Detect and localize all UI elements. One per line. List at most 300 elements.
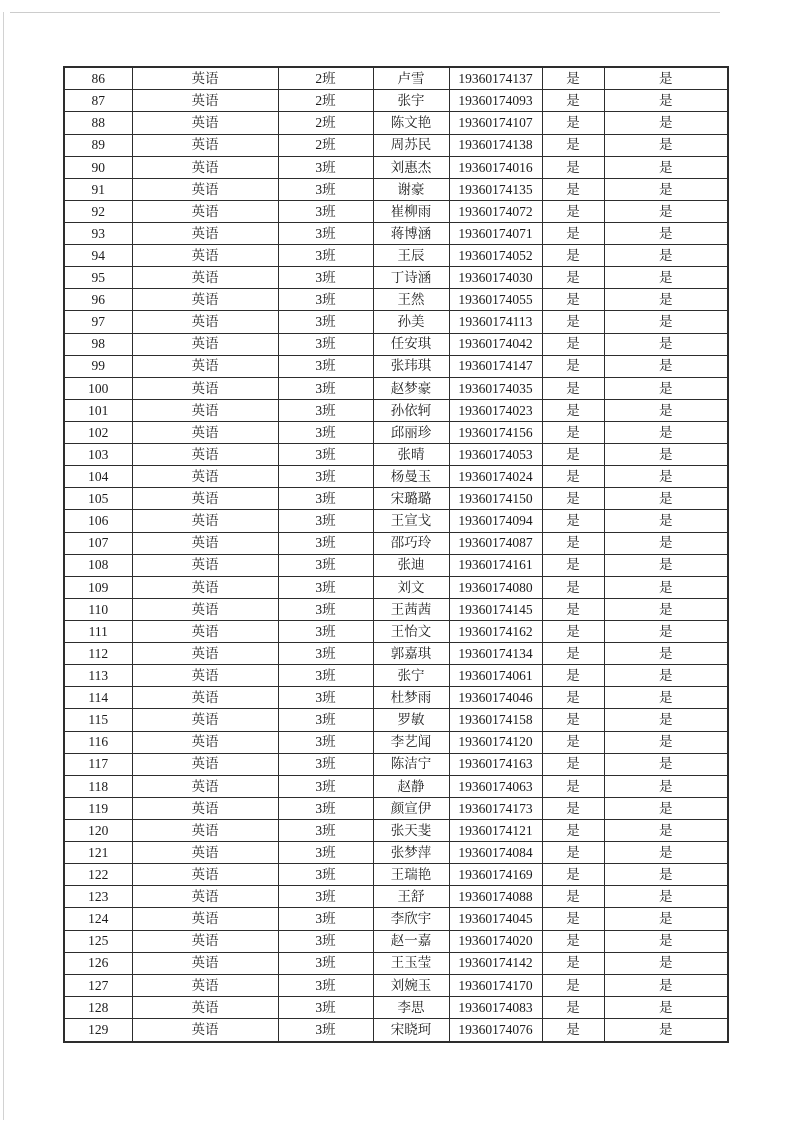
- table-cell: 116: [64, 731, 132, 753]
- table-cell: 87: [64, 90, 132, 112]
- table-cell: 3班: [278, 333, 373, 355]
- table-cell: 是: [542, 974, 604, 996]
- table-row: [64, 864, 728, 886]
- table-cell: 122: [64, 864, 132, 886]
- table-cell: 86: [64, 67, 132, 90]
- table-cell: 是: [542, 377, 604, 399]
- table-cell: 19360174173: [449, 797, 542, 819]
- table-cell: 王怡文: [373, 621, 449, 643]
- table-cell: 19360174170: [449, 974, 542, 996]
- table-cell: 3班: [278, 1018, 373, 1042]
- table-cell: 是: [604, 731, 728, 753]
- table-cell: 刘婉玉: [373, 974, 449, 996]
- table-cell: 王然: [373, 289, 449, 311]
- table-cell: 是: [604, 1018, 728, 1042]
- table-cell: 108: [64, 554, 132, 576]
- table-cell: 是: [542, 643, 604, 665]
- table-cell: 2班: [278, 112, 373, 134]
- table-cell: 崔柳雨: [373, 200, 449, 222]
- table-cell: 是: [604, 974, 728, 996]
- table-cell: 李欣宇: [373, 908, 449, 930]
- table-cell: 是: [604, 709, 728, 731]
- table-cell: 是: [604, 554, 728, 576]
- table-cell: 3班: [278, 178, 373, 200]
- table-row: [64, 753, 728, 775]
- table-cell: 英语: [132, 444, 278, 466]
- table-cell: 98: [64, 333, 132, 355]
- table-cell: 3班: [278, 377, 373, 399]
- table-cell: 英语: [132, 621, 278, 643]
- table-cell: 125: [64, 930, 132, 952]
- table-cell: 是: [604, 466, 728, 488]
- table-cell: 2班: [278, 67, 373, 90]
- table-cell: 是: [604, 245, 728, 267]
- table-cell: 3班: [278, 819, 373, 841]
- table-cell: 19360174161: [449, 554, 542, 576]
- table-cell: 3班: [278, 399, 373, 421]
- table-cell: 英语: [132, 466, 278, 488]
- table-cell: 是: [604, 598, 728, 620]
- table-cell: 3班: [278, 554, 373, 576]
- table-cell: 陈洁宁: [373, 753, 449, 775]
- table-cell: 103: [64, 444, 132, 466]
- table-cell: 19360174134: [449, 643, 542, 665]
- table-cell: 是: [604, 444, 728, 466]
- table-cell: 是: [542, 576, 604, 598]
- table-cell: 3班: [278, 156, 373, 178]
- table-cell: 19360174150: [449, 488, 542, 510]
- table-cell: 是: [542, 709, 604, 731]
- table-cell: 是: [604, 842, 728, 864]
- table-cell: 是: [604, 996, 728, 1018]
- table-cell: 3班: [278, 908, 373, 930]
- table-cell: 英语: [132, 377, 278, 399]
- table-cell: 129: [64, 1018, 132, 1042]
- table-cell: 李艺闻: [373, 731, 449, 753]
- table-cell: 是: [604, 576, 728, 598]
- table-cell: 117: [64, 753, 132, 775]
- table-cell: 谢豪: [373, 178, 449, 200]
- table-cell: 123: [64, 886, 132, 908]
- table-cell: 3班: [278, 576, 373, 598]
- table-cell: 是: [604, 67, 728, 90]
- table-cell: 19360174113: [449, 311, 542, 333]
- table-cell: 英语: [132, 819, 278, 841]
- table-cell: 2班: [278, 90, 373, 112]
- table-cell: 是: [542, 156, 604, 178]
- table-row: [64, 488, 728, 510]
- table-cell: 英语: [132, 200, 278, 222]
- table-cell: 19360174061: [449, 665, 542, 687]
- table-cell: 是: [542, 687, 604, 709]
- table-cell: 3班: [278, 510, 373, 532]
- table-cell: 是: [542, 399, 604, 421]
- table-cell: 张宁: [373, 665, 449, 687]
- table-cell: 是: [542, 753, 604, 775]
- table-cell: 是: [542, 510, 604, 532]
- table-cell: 杜梦雨: [373, 687, 449, 709]
- table-cell: 102: [64, 422, 132, 444]
- table-cell: 19360174135: [449, 178, 542, 200]
- table-row: [64, 952, 728, 974]
- table-row: [64, 223, 728, 245]
- table-cell: 是: [604, 90, 728, 112]
- table-row: [64, 709, 728, 731]
- table-cell: 113: [64, 665, 132, 687]
- table-cell: 119: [64, 797, 132, 819]
- table-cell: 96: [64, 289, 132, 311]
- table-cell: 92: [64, 200, 132, 222]
- table-cell: 19360174145: [449, 598, 542, 620]
- table-cell: 是: [542, 621, 604, 643]
- table-row: [64, 842, 728, 864]
- table-cell: 丁诗涵: [373, 267, 449, 289]
- table-cell: 89: [64, 134, 132, 156]
- table-cell: 19360174156: [449, 422, 542, 444]
- table-row: [64, 399, 728, 421]
- table-cell: 19360174072: [449, 200, 542, 222]
- table-cell: 3班: [278, 709, 373, 731]
- table-cell: 张梦萍: [373, 842, 449, 864]
- table-cell: 115: [64, 709, 132, 731]
- table-cell: 英语: [132, 665, 278, 687]
- table-cell: 英语: [132, 974, 278, 996]
- table-cell: 3班: [278, 731, 373, 753]
- table-cell: 是: [542, 90, 604, 112]
- table-row: [64, 289, 728, 311]
- table-cell: 张宇: [373, 90, 449, 112]
- table-cell: 是: [542, 665, 604, 687]
- table-cell: 是: [604, 643, 728, 665]
- table-cell: 周苏民: [373, 134, 449, 156]
- table-cell: 19360174045: [449, 908, 542, 930]
- table-cell: 19360174142: [449, 952, 542, 974]
- table-cell: 王茜茜: [373, 598, 449, 620]
- table-cell: 刘惠杰: [373, 156, 449, 178]
- table-cell: 3班: [278, 665, 373, 687]
- table-cell: 英语: [132, 223, 278, 245]
- table-cell: 3班: [278, 466, 373, 488]
- table-cell: 107: [64, 532, 132, 554]
- table-row: [64, 532, 728, 554]
- table-cell: 是: [604, 311, 728, 333]
- table-row: [64, 643, 728, 665]
- table-cell: 赵一嘉: [373, 930, 449, 952]
- table-row: [64, 598, 728, 620]
- table-row: [64, 311, 728, 333]
- table-cell: 19360174080: [449, 576, 542, 598]
- table-cell: 英语: [132, 731, 278, 753]
- table-cell: 3班: [278, 775, 373, 797]
- table-cell: 英语: [132, 554, 278, 576]
- table-row: [64, 178, 728, 200]
- table-cell: 是: [604, 178, 728, 200]
- table-cell: 93: [64, 223, 132, 245]
- table-row: [64, 930, 728, 952]
- table-cell: 19360174121: [449, 819, 542, 841]
- table-cell: 郭嘉琪: [373, 643, 449, 665]
- table-cell: 是: [604, 422, 728, 444]
- table-cell: 120: [64, 819, 132, 841]
- table-cell: 128: [64, 996, 132, 1018]
- table-cell: 111: [64, 621, 132, 643]
- table-cell: 是: [604, 333, 728, 355]
- table-cell: 英语: [132, 842, 278, 864]
- table-row: [64, 797, 728, 819]
- table-row: [64, 1018, 728, 1042]
- table-cell: 91: [64, 178, 132, 200]
- table-row: [64, 156, 728, 178]
- table-cell: 卢雪: [373, 67, 449, 90]
- table-cell: 是: [604, 134, 728, 156]
- table-cell: 97: [64, 311, 132, 333]
- table-cell: 是: [542, 908, 604, 930]
- table-cell: 是: [542, 598, 604, 620]
- table-cell: 是: [604, 952, 728, 974]
- table-cell: 是: [542, 200, 604, 222]
- table-cell: 是: [542, 532, 604, 554]
- table-row: [64, 377, 728, 399]
- table-cell: 是: [542, 333, 604, 355]
- table-cell: 王宣戈: [373, 510, 449, 532]
- table-cell: 121: [64, 842, 132, 864]
- table-cell: 是: [604, 156, 728, 178]
- table-row: [64, 466, 728, 488]
- table-cell: 王舒: [373, 886, 449, 908]
- table-cell: 是: [542, 134, 604, 156]
- table-cell: 19360174084: [449, 842, 542, 864]
- table-cell: 是: [604, 908, 728, 930]
- table-cell: 是: [604, 112, 728, 134]
- table-cell: 是: [604, 886, 728, 908]
- table-cell: 英语: [132, 908, 278, 930]
- table-cell: 英语: [132, 399, 278, 421]
- table-row: [64, 775, 728, 797]
- table-cell: 赵梦豪: [373, 377, 449, 399]
- table-row: [64, 886, 728, 908]
- table-cell: 3班: [278, 842, 373, 864]
- table-cell: 19360174063: [449, 775, 542, 797]
- table-cell: 3班: [278, 200, 373, 222]
- table-cell: 3班: [278, 355, 373, 377]
- table-cell: 19360174035: [449, 377, 542, 399]
- table-cell: 3班: [278, 952, 373, 974]
- table-cell: 孙美: [373, 311, 449, 333]
- table-cell: 是: [542, 952, 604, 974]
- table-row: [64, 974, 728, 996]
- table-cell: 是: [604, 753, 728, 775]
- table-cell: 英语: [132, 1018, 278, 1042]
- table-cell: 英语: [132, 112, 278, 134]
- table-cell: 王瑞艳: [373, 864, 449, 886]
- table-row: [64, 510, 728, 532]
- table-cell: 19360174020: [449, 930, 542, 952]
- table-cell: 是: [604, 355, 728, 377]
- table-cell: 邵巧玲: [373, 532, 449, 554]
- table-cell: 英语: [132, 797, 278, 819]
- table-cell: 104: [64, 466, 132, 488]
- table-cell: 3班: [278, 267, 373, 289]
- table-cell: 3班: [278, 643, 373, 665]
- table-cell: 是: [604, 621, 728, 643]
- table-cell: 英语: [132, 996, 278, 1018]
- table-cell: 英语: [132, 67, 278, 90]
- table-row: [64, 908, 728, 930]
- table-cell: 94: [64, 245, 132, 267]
- table-cell: 2班: [278, 134, 373, 156]
- table-row: [64, 621, 728, 643]
- table-cell: 3班: [278, 886, 373, 908]
- table-cell: 英语: [132, 753, 278, 775]
- table-row: [64, 355, 728, 377]
- table-row: [64, 576, 728, 598]
- table-cell: 是: [542, 731, 604, 753]
- table-cell: 3班: [278, 488, 373, 510]
- table-cell: 3班: [278, 797, 373, 819]
- table-row: [64, 731, 728, 753]
- page-edge-line-top: [10, 12, 720, 13]
- table-cell: 是: [604, 819, 728, 841]
- table-cell: 英语: [132, 687, 278, 709]
- table-cell: 英语: [132, 156, 278, 178]
- table-cell: 英语: [132, 333, 278, 355]
- table-cell: 英语: [132, 930, 278, 952]
- table-cell: 英语: [132, 311, 278, 333]
- table-cell: 是: [542, 864, 604, 886]
- table-cell: 124: [64, 908, 132, 930]
- table-cell: 是: [542, 797, 604, 819]
- table-cell: 3班: [278, 311, 373, 333]
- table-cell: 王辰: [373, 245, 449, 267]
- table-cell: 19360174076: [449, 1018, 542, 1042]
- table-cell: 张天斐: [373, 819, 449, 841]
- table-cell: 是: [542, 1018, 604, 1042]
- table-cell: 是: [542, 819, 604, 841]
- page-edge-line-left: [3, 12, 4, 1120]
- table-cell: 19360174094: [449, 510, 542, 532]
- table-row: [64, 112, 728, 134]
- table-cell: 英语: [132, 134, 278, 156]
- table-row: [64, 245, 728, 267]
- table-cell: 19360174088: [449, 886, 542, 908]
- table-cell: 3班: [278, 864, 373, 886]
- table-cell: 19360174169: [449, 864, 542, 886]
- table-cell: 3班: [278, 598, 373, 620]
- table-cell: 19360174023: [449, 399, 542, 421]
- student-roster-body: [64, 67, 728, 1042]
- table-cell: 19360174138: [449, 134, 542, 156]
- table-cell: 19360174137: [449, 67, 542, 90]
- table-cell: 英语: [132, 643, 278, 665]
- table-cell: 19360174053: [449, 444, 542, 466]
- table-cell: 是: [542, 67, 604, 90]
- table-cell: 是: [604, 864, 728, 886]
- table-cell: 3班: [278, 974, 373, 996]
- table-cell: 19360174030: [449, 267, 542, 289]
- table-cell: 英语: [132, 422, 278, 444]
- table-cell: 是: [604, 289, 728, 311]
- table-cell: 是: [542, 466, 604, 488]
- table-cell: 赵静: [373, 775, 449, 797]
- table-cell: 101: [64, 399, 132, 421]
- table-cell: 是: [542, 267, 604, 289]
- table-cell: 英语: [132, 864, 278, 886]
- table-cell: 英语: [132, 488, 278, 510]
- table-cell: 3班: [278, 930, 373, 952]
- table-cell: 英语: [132, 598, 278, 620]
- table-cell: 112: [64, 643, 132, 665]
- table-cell: 19360174120: [449, 731, 542, 753]
- table-cell: 英语: [132, 576, 278, 598]
- table-cell: 张晴: [373, 444, 449, 466]
- table-cell: 19360174083: [449, 996, 542, 1018]
- table-cell: 罗敏: [373, 709, 449, 731]
- table-row: [64, 819, 728, 841]
- table-cell: 是: [542, 775, 604, 797]
- table-cell: 是: [604, 930, 728, 952]
- table-row: [64, 996, 728, 1018]
- table-cell: 是: [542, 422, 604, 444]
- table-cell: 19360174162: [449, 621, 542, 643]
- table-cell: 19360174046: [449, 687, 542, 709]
- table-cell: 100: [64, 377, 132, 399]
- table-cell: 英语: [132, 886, 278, 908]
- table-cell: 19360174071: [449, 223, 542, 245]
- table-cell: 英语: [132, 709, 278, 731]
- table-cell: 是: [542, 444, 604, 466]
- table-cell: 19360174042: [449, 333, 542, 355]
- table-cell: 张迪: [373, 554, 449, 576]
- table-cell: 105: [64, 488, 132, 510]
- table-row: [64, 665, 728, 687]
- table-cell: 宋晓珂: [373, 1018, 449, 1042]
- table-row: [64, 200, 728, 222]
- table-row: [64, 687, 728, 709]
- table-row: [64, 422, 728, 444]
- table-cell: 3班: [278, 687, 373, 709]
- table-cell: 19360174016: [449, 156, 542, 178]
- table-row: [64, 554, 728, 576]
- table-cell: 是: [542, 245, 604, 267]
- table-cell: 19360174093: [449, 90, 542, 112]
- table-cell: 英语: [132, 245, 278, 267]
- table-cell: 19360174024: [449, 466, 542, 488]
- table-cell: 是: [604, 488, 728, 510]
- table-cell: 刘文: [373, 576, 449, 598]
- table-cell: 李思: [373, 996, 449, 1018]
- table-cell: 是: [604, 267, 728, 289]
- table-cell: 是: [604, 532, 728, 554]
- table-cell: 3班: [278, 223, 373, 245]
- table-cell: 是: [604, 510, 728, 532]
- table-cell: 110: [64, 598, 132, 620]
- table-cell: 英语: [132, 355, 278, 377]
- table-row: [64, 444, 728, 466]
- table-cell: 19360174107: [449, 112, 542, 134]
- table-cell: 是: [604, 797, 728, 819]
- table-cell: 英语: [132, 775, 278, 797]
- table-row: [64, 67, 728, 90]
- table-cell: 19360174055: [449, 289, 542, 311]
- table-row: [64, 333, 728, 355]
- table-cell: 张玮琪: [373, 355, 449, 377]
- table-row: [64, 90, 728, 112]
- table-cell: 王玉莹: [373, 952, 449, 974]
- student-roster-table: [63, 66, 729, 1043]
- table-row: [64, 134, 728, 156]
- table-cell: 127: [64, 974, 132, 996]
- table-cell: 孙依轲: [373, 399, 449, 421]
